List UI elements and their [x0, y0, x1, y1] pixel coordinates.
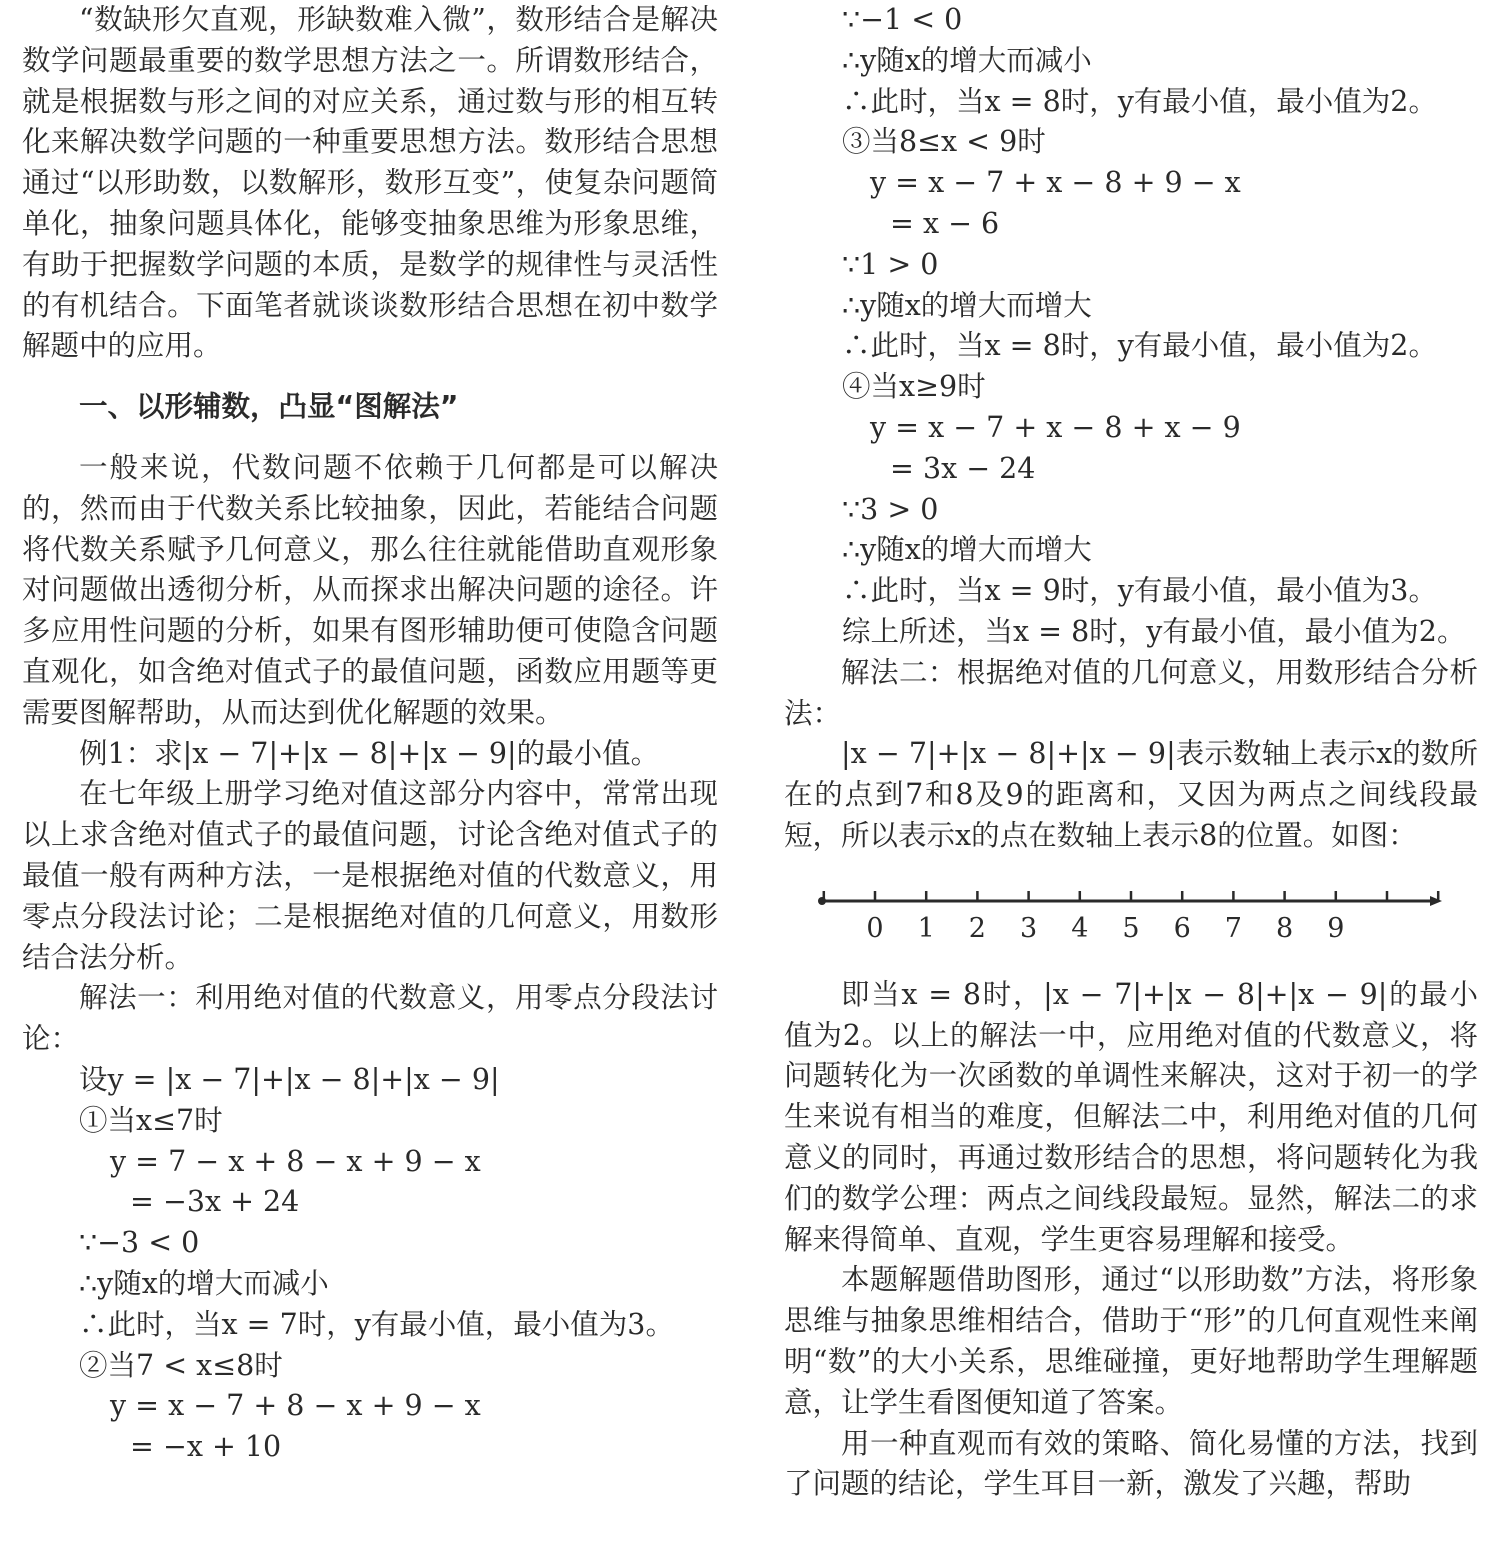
- summary-paragraph: 本题解题借助图形，通过“以形助数”方法，将形象思维与抽象思维相结合，借助于“形”的几何直观性来阐明“数”的大小关系，思维碰撞，更好地帮助学生理解题意，让学生看图便知道了答案。: [784, 1263, 1478, 1419]
- method-2-explanation: |x − 7|+|x − 8|+|x − 9|表示数轴上表示x的数所在的点到7和8及9的距离和，又因为两点之间线段最短，所以表示x的点在数轴上表示8的位置。如图：: [784, 737, 1478, 852]
- number-line-figure: [784, 879, 1478, 957]
- number-line-label: 3: [1020, 912, 1038, 944]
- number-line-marks: [824, 891, 1438, 944]
- method-1-intro: 解法一：利用绝对值的代数意义，用零点分段法讨论：: [22, 981, 718, 1056]
- number-line-label: 7: [1224, 912, 1242, 944]
- case-4-title: ④当x≥9时: [842, 370, 986, 404]
- case-3-title: ③当8≤x < 9时: [842, 125, 1046, 159]
- number-line-label: 0: [866, 912, 884, 944]
- case-1-therefore-1: ∴y随x的增大而减小: [79, 1266, 329, 1300]
- case-4-therefore-1: ∴y随x的增大而增大: [842, 533, 1092, 567]
- number-line-label: 2: [968, 912, 986, 944]
- case-2-equation-2: = −x + 10: [130, 1430, 282, 1464]
- case-4-because: ∵3 > 0: [842, 492, 939, 526]
- section-heading: 一、以形辅数，凸显“图解法”: [79, 390, 459, 424]
- conclusion-paragraph: 即当x = 8时，|x − 7|+|x − 8|+|x − 9|的最小值为2。以上的解法一中，应用绝对值的代数意义，将问题转化为一次函数的单调性来解决，这对于初一的学生来说有相当的难度，但解法二中，利用绝对值的几何意义的同时，再通过数形结合的思想，将问题转化为我们的数学公理：两点之间线段最短。显然，解法二的求解来得简单、直观，学生更容易理解和接受。: [784, 977, 1478, 1256]
- method-2-intro: 解法二：根据绝对值的几何意义，用数形结合分析法：: [784, 655, 1478, 730]
- case-1-equation-1: y = 7 − x + 8 − x + 9 − x: [110, 1144, 481, 1178]
- number-line-arrow: [1430, 896, 1442, 906]
- case-1-title: ①当x≤7时: [79, 1103, 223, 1137]
- example-1: 例1：求|x − 7|+|x − 8|+|x − 9|的最小值。: [79, 736, 660, 770]
- case-2-therefore-1: ∴y随x的增大而减小: [842, 43, 1092, 77]
- paragraph-algebra-geometry: 一般来说，代数问题不依赖于几何都是可以解决的，然而由于代数关系比较抽象，因此，若能结合问题将代数关系赋予几何意义，那么往往就能借助直观形象对问题做出透彻分析，从而探求出解决问题的途径。许多应用性问题的分析，如果有图形辅助便可使隐含问题直观化，如含绝对值式子的最值问题，函数应用题等更需要图解帮助，从而达到优化解题的效果。: [22, 450, 718, 729]
- case-3-therefore-1: ∴y随x的增大而增大: [842, 288, 1092, 322]
- case-2-therefore-2: ∴此时，当x = 8时，y有最小值，最小值为2。: [842, 84, 1437, 118]
- right-column: [784, 0, 1478, 1505]
- case-2-title: ②当7 < x≤8时: [79, 1348, 283, 1382]
- number-line-label: 8: [1276, 912, 1294, 944]
- summary-line: 综上所述，当x = 8时，y有最小值，最小值为2。: [842, 614, 1466, 648]
- paragraph-methods: 在七年级上册学习绝对值这部分内容中，常常出现以上求含绝对值式子的最值问题，讨论含绝对值式子的最值一般有两种方法，一是根据绝对值的代数意义，用零点分段法讨论；二是根据绝对值的几何意义，用数形结合法分析。: [22, 777, 718, 974]
- case-4-equation-2: = 3x − 24: [890, 451, 1036, 485]
- number-line-label: 1: [917, 912, 935, 944]
- case-4-equation-1: y = x − 7 + x − 8 + x − 9: [870, 410, 1241, 444]
- case-1-therefore-2: ∴此时，当x = 7时，y有最小值，最小值为3。: [79, 1307, 674, 1341]
- case-3-equation-1: y = x − 7 + x − 8 + 9 − x: [870, 166, 1241, 200]
- case-1-because: ∵−3 < 0: [79, 1226, 200, 1260]
- number-line-label: 5: [1122, 912, 1140, 944]
- case-4-therefore-2: ∴此时，当x = 9时，y有最小值，最小值为3。: [842, 574, 1437, 608]
- case-2-because: ∵−1 < 0: [842, 3, 963, 36]
- set-y-formula: 设y = |x − 7|+|x − 8|+|x − 9|: [79, 1062, 500, 1096]
- intro-paragraph: “数缺形欠直观，形缺数难入微”，数形结合是解决数学问题最重要的数学思想方法之一。所谓数形结合，就是根据数与形之间的对应关系，通过数与形的相互转化来解决数学问题的一种重要思想方法。数形结合思想通过“以形助数，以数解形，数形互变”，使复杂问题简单化，抽象问题具体化，能够变抽象思维为形象思维，有助于把握数学问题的本质，是数学的规律性与灵活性的有机结合。下面笔者就谈谈数形结合思想在初中数学解题中的应用。: [22, 3, 718, 363]
- case-3-therefore-2: ∴此时，当x = 8时，y有最小值，最小值为2。: [842, 329, 1437, 363]
- number-line-label: 6: [1173, 912, 1191, 944]
- case-3-equation-2: = x − 6: [890, 206, 1000, 240]
- final-paragraph: 用一种直观而有效的策略、简化易懂的方法，找到了问题的结论，学生耳目一新，激发了兴趣，帮助: [784, 1426, 1478, 1501]
- case-1-equation-2: = −3x + 24: [130, 1185, 300, 1219]
- number-line-label: 9: [1327, 912, 1345, 944]
- case-3-because: ∵1 > 0: [842, 247, 939, 281]
- left-column: [22, 0, 718, 1468]
- number-line-label: 4: [1071, 912, 1089, 944]
- case-2-equation-1: y = x − 7 + 8 − x + 9 − x: [110, 1389, 481, 1423]
